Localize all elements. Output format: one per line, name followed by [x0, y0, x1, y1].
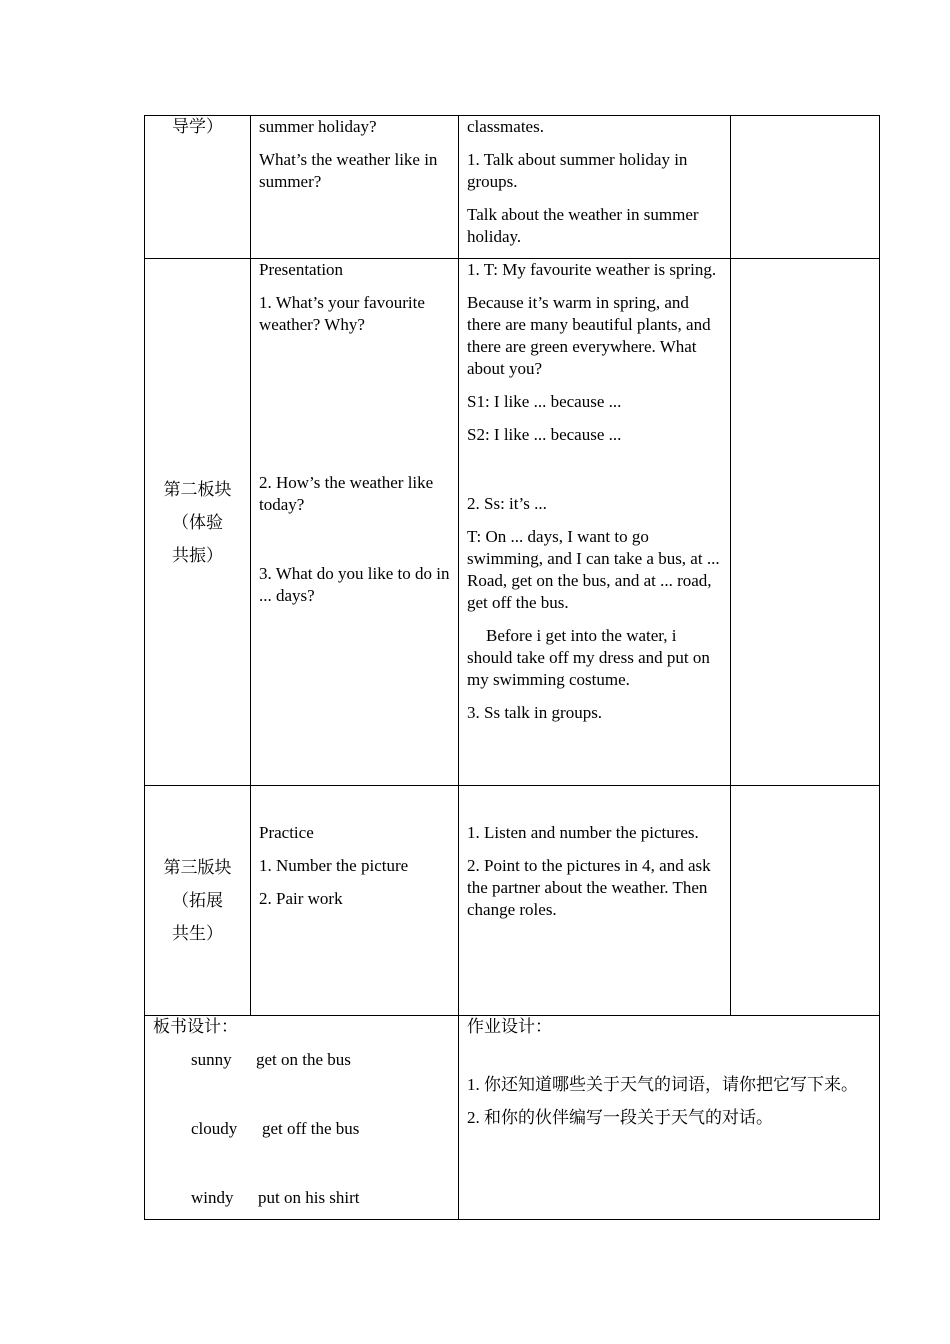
homework-cell	[459, 1016, 880, 1220]
process-cell	[459, 116, 731, 259]
process-cell	[459, 259, 731, 786]
activity-cell	[251, 786, 459, 1016]
board-action: get off the bus	[262, 1119, 360, 1138]
activity-text: 1. What’s your favourite weather? Why?	[259, 293, 425, 334]
module-cell	[145, 786, 251, 1016]
process-text: 1. Talk about summer holiday in groups.	[467, 150, 688, 191]
process-text: 3. Ss talk in groups.	[467, 703, 603, 722]
activity-text: 1. Number the picture	[259, 856, 409, 875]
activity-text: 2. Pair work	[259, 889, 343, 908]
process-cell	[459, 786, 731, 1016]
activity-cell	[251, 116, 459, 259]
activity-text: summer holiday?	[259, 117, 377, 136]
module-cell	[145, 259, 251, 786]
module-label: 第二板块	[163, 479, 232, 499]
board-title: 板书设计：	[153, 1017, 238, 1036]
board-word: sunny	[191, 1050, 232, 1069]
process-text: 2. Point to the pictures in 4, and ask the partner about the weather. Then change roles.	[467, 856, 711, 919]
board-item	[153, 1118, 450, 1140]
process-text: S1: I like ... because ...	[467, 392, 622, 411]
module-label: 共振）	[172, 545, 223, 565]
homework-item: 2. 和你的伙伴编写一段关于天气的对话。	[467, 1108, 773, 1127]
process-text: Because it’s warm in spring, and there are many beautiful plants, and there are green everywhere. What about you?	[467, 293, 711, 378]
board-word: windy	[191, 1188, 234, 1207]
board-item	[153, 1187, 450, 1209]
activity-text: What’s the weather like in summer?	[259, 150, 438, 191]
activity-cell	[251, 259, 459, 786]
table-row	[145, 259, 880, 786]
module-label: 共生）	[172, 924, 223, 943]
activity-text: 3. What do you like to do in ... days?	[259, 564, 450, 605]
process-text: 1. Listen and number the pictures.	[467, 823, 699, 842]
homework-title: 作业设计：	[467, 1017, 552, 1036]
activity-text: 2. How’s the weather like today?	[259, 473, 434, 514]
table-row	[145, 1016, 880, 1220]
board-design-cell	[145, 1016, 459, 1220]
process-text: S2: I like ... because ...	[467, 425, 622, 444]
process-text: 2. Ss: it’s ...	[467, 494, 547, 513]
process-text: 1. T: My favourite weather is spring.	[467, 260, 717, 279]
board-item	[153, 1049, 450, 1071]
process-text: Before i get into the water, i should take off my dress and put on my swimming costume.	[467, 626, 710, 689]
notes-cell	[731, 786, 880, 1016]
module-label: （体验	[172, 512, 223, 532]
notes-cell	[731, 259, 880, 786]
process-text: T: On ... days, I want to go swimming, and I can take a bus, at ... Road, get on the bus, and at ... road, get off the bus.	[467, 527, 720, 612]
homework-item: 1. 你还知道哪些关于天气的词语，请你把它写下来。	[467, 1075, 858, 1094]
notes-cell	[731, 116, 880, 259]
lesson-plan-table	[144, 115, 880, 1220]
module-label: 第三版块	[163, 858, 232, 877]
module-cell	[145, 116, 251, 259]
module-label: （拓展	[172, 891, 223, 910]
board-action: put on his shirt	[258, 1188, 360, 1207]
board-word: cloudy	[191, 1119, 238, 1138]
process-text: classmates.	[467, 117, 544, 136]
activity-heading: Presentation	[259, 260, 344, 279]
module-label: 导学）	[172, 117, 223, 136]
table-row	[145, 786, 880, 1016]
table-row	[145, 116, 880, 259]
activity-heading: Practice	[259, 823, 314, 842]
process-text: Talk about the weather in summer holiday.	[467, 205, 699, 246]
board-action: get on the bus	[256, 1050, 351, 1069]
